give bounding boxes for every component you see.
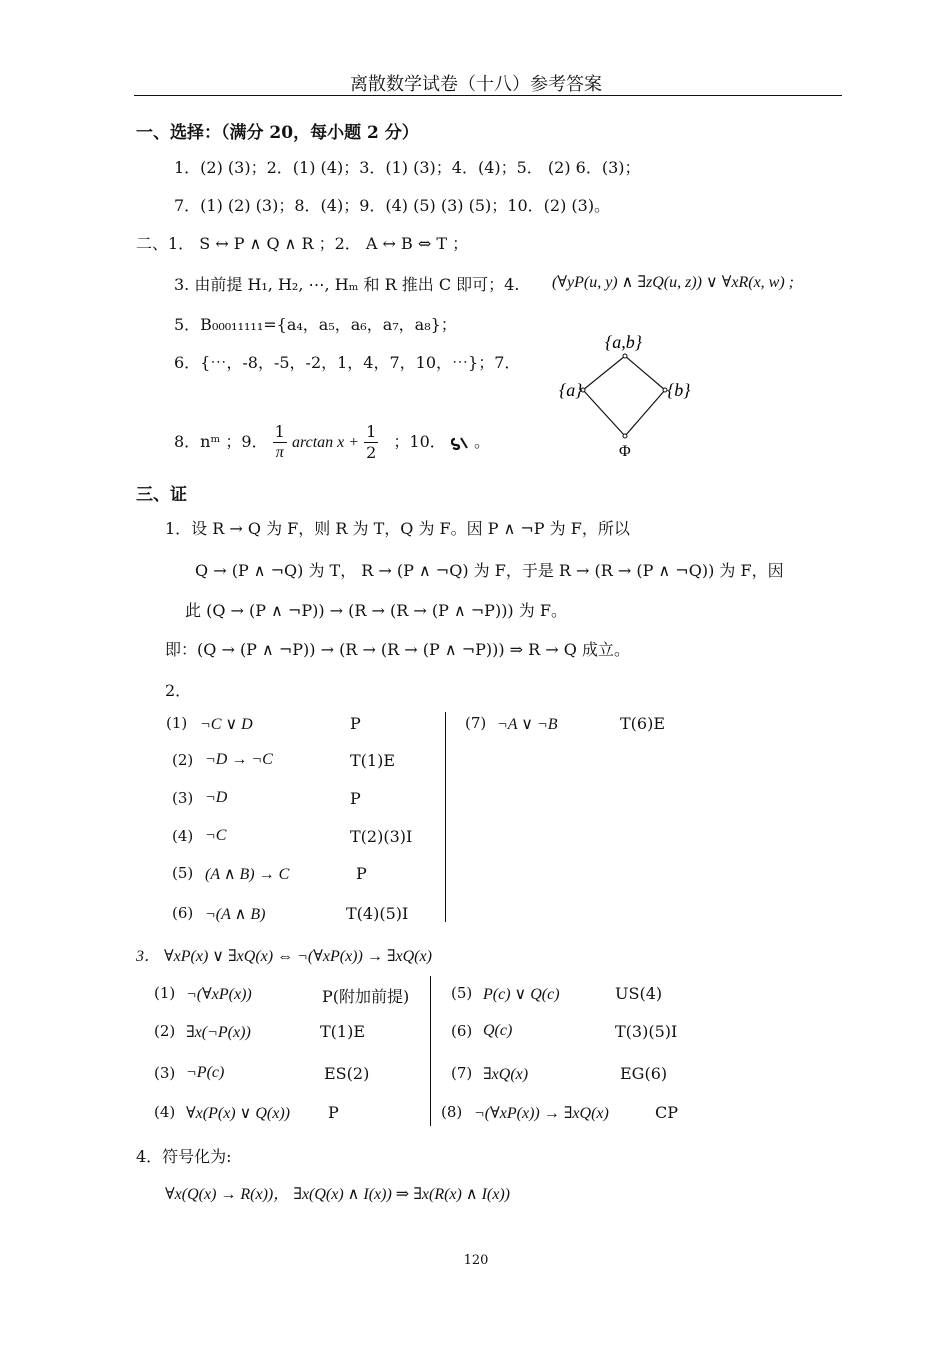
proof3-row-4-formula: ∀x(P(x) ∨ Q(x)) [186,1105,290,1122]
page-number: 120 [463,1253,489,1268]
proof3-row-8-num: (8) [441,1103,463,1121]
lattice-label-right: {b} [667,380,691,400]
section1-answers-line2: 7．(1) (2) (3)；8．(4)；9．(4) (5) (3) (5)；10．(2) (3)。 [174,196,611,215]
page-title: 离散数学试卷（十八）参考答案 [350,74,602,95]
proof2-label: 2． [165,681,192,700]
section2-line3-formula: (∀yP(u, y) ∧ ∃zQ(u, z)) ∨ ∀xR(x, w) ; [552,274,794,291]
proof3-row-4-num: (4) [154,1103,176,1121]
proof3-row-7-num: (7) [451,1064,473,1082]
proof2-row-1-formula: ¬C ∨ D [200,716,253,733]
proof2-row-4-formula: ¬C [205,827,227,844]
proof2-row-2-rule: T(1)E [350,751,396,770]
proof2-row-6-rule: T(4)(5)I [346,904,409,923]
section3-heading: 三、证 [136,485,187,505]
fraction-1-over-2 [364,422,378,463]
proof1-line4: 即：(Q → (P ∧ ¬P)) → (R → (R → (P ∧ ¬P))) ⇒ R → Q 成立。 [165,640,630,659]
section2-line3-text: 3. 由前提 H₁, H₂, ⋯, Hₘ 和 R 推出 C 即可；4. [174,275,520,294]
proof3-row-6-formula: Q(c) [483,1022,513,1039]
lattice-label-left: {a} [559,380,583,400]
proof2-row-7-formula: ¬A ∨ ¬B [497,716,558,733]
proof4-label: 4．符号化为: [136,1147,232,1166]
proof2-row-5-num: (5) [172,864,194,882]
proof2-row-7-num: (7) [465,714,487,732]
proof3-row-1-num: (1) [154,984,176,1002]
proof2-row-6-formula: ¬(A ∧ B) [205,906,266,923]
header-rule [134,95,842,96]
proof3-row-6-rule: T(3)(5)I [615,1022,678,1041]
proof3-row-2-rule: T(1)E [320,1022,366,1041]
lattice-node-bottom [623,434,627,438]
proof2-row-1-rule: P [350,714,361,733]
lattice-edge-top-right [625,356,665,390]
section2-line8 [174,422,490,463]
proof3-row-5-rule: US(4) [615,984,663,1003]
proof3-divider [430,976,431,1126]
proof2-row-2-num: (2) [172,751,194,769]
proof2-divider [445,712,446,922]
proof2-row-3-rule: P [350,789,361,808]
section1-heading: 一、选择：（满分 20，每小题 2 分） [136,123,419,143]
arctan-text: arctan x + [291,434,360,451]
proof2-row-7-rule: T(6)E [620,714,666,733]
line8-prefix: 8．nᵐ ；9． [174,432,268,451]
proof3-row-7-rule: EG(6) [620,1064,668,1083]
proof3-row-2-num: (2) [154,1022,176,1040]
lattice-edge-left-bottom [583,390,625,436]
proof2-row-6-num: (6) [172,904,194,922]
section2-line5: 5．B₀₀₀₁₁₁₁₁={a₄，a₅，a₆，a₇，a₈}； [174,315,457,334]
proof3-row-5-num: (5) [451,984,473,1002]
lattice-label-bottom: Φ [619,443,631,460]
proof1-line1: 1．设 R → Q 为 F，则 R 为 T，Q 为 F。因 P ∧ ¬P 为 F，所以 [165,519,630,538]
proof2-row-4-rule: T(2)(3)I [350,827,413,846]
lattice-node-top [623,354,627,358]
line8-end: 。 [473,432,490,451]
lattice-edge-right-bottom [625,390,665,436]
proof2-row-5-rule: P [356,864,367,883]
section2-line6: 6．{⋯，-8，-5，-2，1，4，7，10，⋯}；7． [174,353,521,372]
proof3-row-3-rule: ES(2) [324,1064,370,1083]
proof3-row-3-formula: ¬P(c) [186,1064,225,1081]
lattice-diagram [555,328,695,463]
lattice-edge-top-left [583,356,625,390]
section1-answers-line1: 1．(2) (3)；2．(1) (4)；3．(1) (3)；4．(4)；5． (2) 6．(3)； [174,158,641,177]
section2-line1: 二、1． S ↔ P ∧ Q ∧ R ；2． A ↔ B ⇔ T ； [136,234,469,253]
empty-set-symbol-icon [451,436,469,450]
proof1-line2: Q → (P ∧ ¬Q) 为 T， R → (P ∧ ¬Q) 为 F，于是 R → (R → (P ∧ ¬Q)) 为 F，因 [195,561,784,580]
frac1-numerator: 1 [274,422,285,441]
proof3-row-5-formula: P(c) ∨ Q(c) [483,986,560,1003]
fraction-1-over-pi [273,422,287,463]
proof3-statement: 3． ∀xP(x) ∨ ∃xQ(x) ⇔ ¬(∀xP(x)) → ∃xQ(x) [136,948,432,965]
frac1-denominator: π [275,444,284,461]
proof2-row-4-num: (4) [172,827,194,845]
proof2-row-5-formula: (A ∧ B) → C [205,866,290,883]
proof2-row-3-formula: ¬D [205,789,228,806]
frac2-numerator: 1 [366,422,377,441]
line8-answer10: ；10． [393,432,446,451]
proof3-row-7-formula: ∃xQ(x) [483,1066,529,1083]
lattice-label-top: {a,b} [605,332,642,352]
frac2-denominator: 2 [366,443,377,462]
proof3-row-8-rule: CP [655,1103,679,1122]
proof3-row-2-formula: ∃x(¬P(x)) [186,1024,251,1041]
proof3-row-4-rule: P [328,1103,339,1122]
proof3-row-8-formula: ¬(∀xP(x)) → ∃xQ(x) [474,1105,609,1122]
proof2-row-3-num: (3) [172,789,194,807]
proof2-row-2-formula: ¬D → ¬C [205,751,273,768]
proof3-row-1-rule: P(附加前提) [322,987,410,1006]
proof3-row-6-num: (6) [451,1022,473,1040]
proof2-row-1-num: (1) [166,714,188,732]
proof3-row-3-num: (3) [154,1064,176,1082]
proof4-formula: ∀x(Q(x) → R(x))， ∃x(Q(x) ∧ I(x)) ⇒ ∃x(R(x) ∧ I(x)) [165,1186,510,1203]
proof3-row-1-formula: ¬(∀xP(x)) [186,986,252,1003]
proof1-line3: 此 (Q → (P ∧ ¬P)) → (R → (R → (P ∧ ¬P))) 为 F。 [185,601,567,620]
